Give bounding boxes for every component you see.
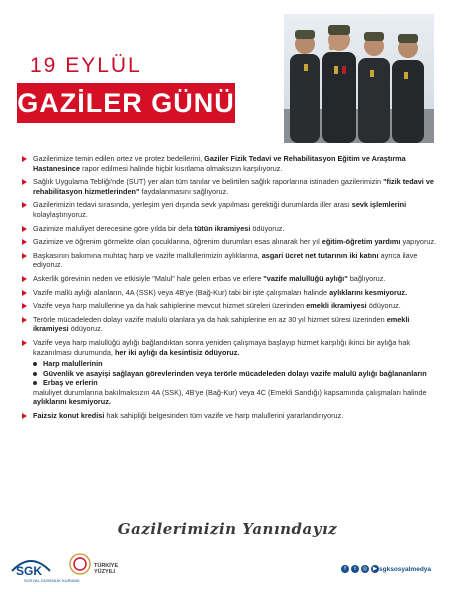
facebook-icon[interactable]: f — [341, 565, 349, 573]
sub-list-item: Güvenlik ve asayişi sağlayan görevlerinden veya terörle mücadeleden dolayı vazife malulü aylığı bağlananların — [22, 369, 440, 379]
instagram-icon[interactable]: ◎ — [362, 566, 368, 572]
sub-list-item: Harp malullerinin — [22, 359, 440, 369]
list-item: Sağlık Uygulama Tebliği'nde (SUT) yer alan tüm tanılar ve belirtilen sağlık raporlarına istinaden gazilerimizin "fizik tedavi ve rehabilitasyon hizmetlerinden" faydalanmasını sağlıyoruz. — [22, 177, 440, 196]
list-item: Askerlik görevinin neden ve etkisiyle "Malul" hale gelen erbas ve erlere "vazife malullüğü aylığı" bağlıyoruz. — [22, 274, 440, 284]
list-item: Faizsiz konut kredisi hak sahipliği belgesinden tüm vazife ve harp malullerini yararlandırıyoruz. — [22, 411, 440, 421]
page-title: GAZİLER GÜNÜ — [17, 83, 235, 123]
list-item: Vazife veya harp malullerine ya da hak sahiplerine mevcut hizmet süreleri üzerinden emekli ikramiyesi ödüyoruz. — [22, 301, 440, 311]
benefits-list — [22, 154, 440, 425]
list-item: Gazimize maluliyet derecesine göre yılda bir defa tütün ikramiyesi ödüyoruz. — [22, 224, 440, 234]
list-item: Terörle mücadeleden dolayı vazife malulü olanlara ya da hak sahiplerine en az 30 yıl hizmet süresi üzerinden emekli ikramiyesi ödüyoruz. — [22, 315, 440, 334]
list-item: Başkasının bakımına muhtaç harp ve vazife mallullerimizin aylıklarına, asgari ücret net tutarının iki katını ayrıca ilave ediyoruz. — [22, 251, 440, 270]
list-item: Vazife mallü aylığı alanların, 4A (SSK) veya 4B'ye (Bağ-Kur) tabi bir işte çalışmaları halinde aylıklarını kesmiyoruz. — [22, 288, 440, 298]
list-continuation: maluliyet durumlarına bakılmaksızın 4A (SSK), 4B'ye (Bağ-Kur) veya 4C (Emekli Sandığı) kapsamında çalışmaları halinde aylıklarını kesmiyoruz. — [33, 387, 427, 407]
list-item: Gazilerimize temin edilen ortez ve protez bedellerini, Gaziler Fizik Tedavi ve Rehabilitasyon Eğitim ve Araştırma Hastanesince rapor edilmesi halinde hiçbir kısıtlama olmaksızın karşılıyoruz. — [22, 154, 440, 173]
slogan: Gazilerimizin Yanındayız — [117, 520, 338, 538]
list-item: Gazimize ve öğrenim görmekte olan çocuklarına, öğrenim durumları esas alınarak her yıl eğitim-öğretim yardımı yapıyoruz. — [22, 237, 440, 247]
social-handle[interactable]: sgksosyalmedya — [379, 566, 432, 573]
youtube-icon[interactable]: ▶ — [372, 566, 378, 572]
veterans-photo — [284, 14, 434, 143]
list-item: Gazilerimizin tedavi sırasında, yerleşim yeri dışında sevk yapılması gerektiği durumlarda iller arası sevk işlemlerini kolaylaştırıyoruz. — [22, 200, 440, 219]
twitter-icon[interactable]: t — [351, 565, 359, 573]
social-icons — [341, 565, 379, 573]
sgk-subtitle: SOSYAL GÜVENLİK KURUMU — [24, 578, 80, 583]
turkiye-yuzyili-text: TÜRKİYE YÜZYILI — [94, 563, 119, 575]
sub-list-item: Erbaş ve erlerin — [22, 378, 440, 388]
list-item: Vazife veya harp malullüğü aylığı bağlandıktan sonra yeniden çalışmaya başlayıp hizmet karşılığı ikinci bir aylığa hak kazanılması durumunda, her iki aylığı da kesintisiz ödüyoruz. — [22, 338, 440, 357]
event-date: 19 EYLÜL — [30, 54, 142, 77]
svg-text:SGK: SGK — [16, 564, 43, 578]
turkiye-yuzyili-logo — [68, 552, 92, 581]
